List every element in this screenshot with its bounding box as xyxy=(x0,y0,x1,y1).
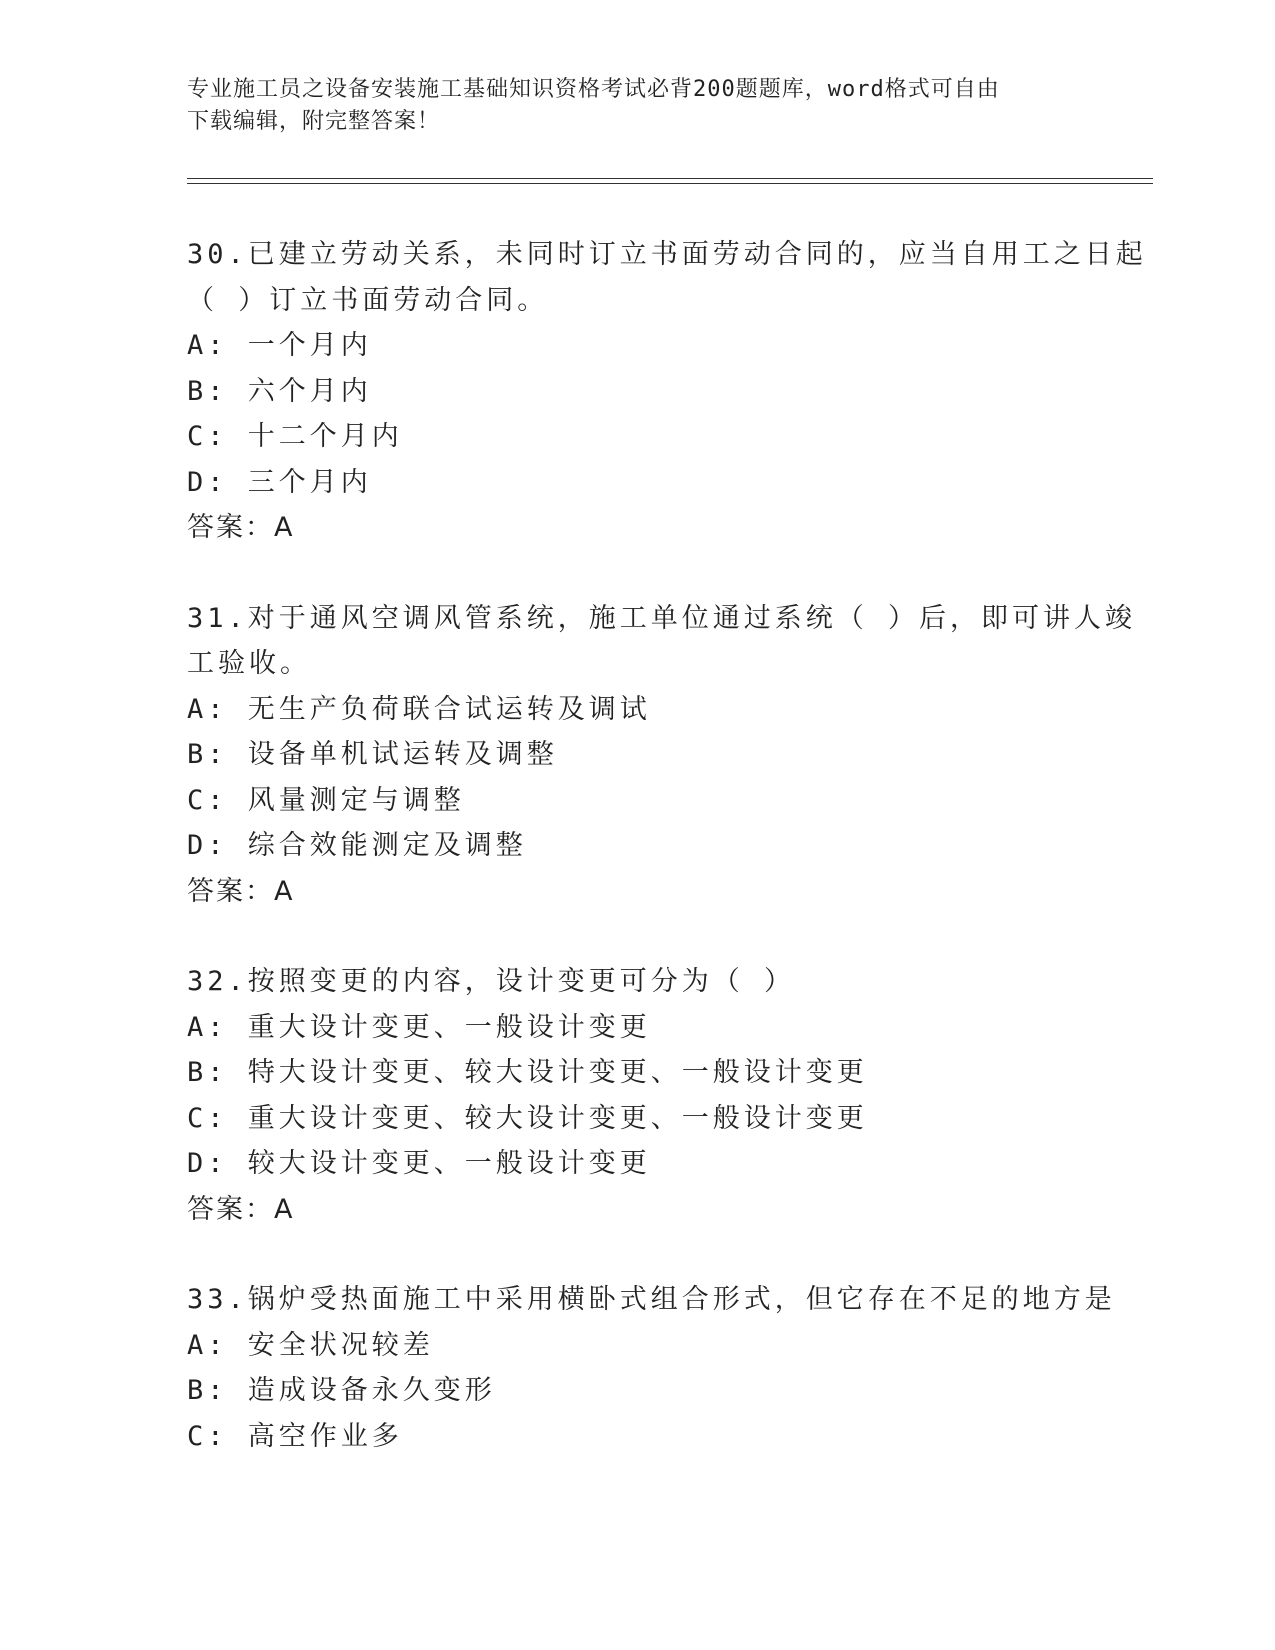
option-c: C: 风量测定与调整 xyxy=(187,784,465,816)
answer: 答案：A xyxy=(187,875,295,907)
header-line-2: 下载编辑，附完整答案！ xyxy=(187,109,441,134)
question-stem: 31.对于通风空调风管系统，施工单位通过系统（ ）后，即可讲人竣 xyxy=(187,602,1137,634)
option-c: C: 高空作业多 xyxy=(187,1420,403,1452)
option-a: A: 安全状况较差 xyxy=(187,1329,434,1361)
header-divider-top xyxy=(187,178,1153,179)
option-b: B: 六个月内 xyxy=(187,375,372,407)
question-stem: 工验收。 xyxy=(187,648,311,679)
question-33 xyxy=(187,1277,1116,1459)
question-stem: 33.锅炉受热面施工中采用横卧式组合形式，但它存在不足的地方是 xyxy=(187,1284,1116,1315)
option-b: B: 造成设备永久变形 xyxy=(187,1375,496,1406)
question-stem: 32.按照变更的内容，设计变更可分为（ ） xyxy=(187,966,796,997)
option-a: A: 一个月内 xyxy=(187,330,372,361)
document-header xyxy=(187,74,1067,138)
question-30 xyxy=(187,232,1147,551)
option-c: C: 重大设计变更、较大设计变更、一般设计变更 xyxy=(187,1102,868,1134)
option-d: D: 较大设计变更、一般设计变更 xyxy=(187,1148,651,1179)
option-a: A: 无生产负荷联合试运转及调试 xyxy=(187,693,651,725)
option-d: D: 综合效能测定及调整 xyxy=(187,830,527,861)
question-stem: （ ）订立书面劳动合同。 xyxy=(187,284,549,316)
question-32 xyxy=(187,959,1087,1232)
question-stem: 30.已建立劳动关系，未同时订立书面劳动合同的，应当自用工之日起 xyxy=(187,239,1147,270)
option-b: B: 设备单机试运转及调整 xyxy=(187,739,558,770)
option-c: C: 十二个月内 xyxy=(187,421,403,452)
question-31 xyxy=(187,596,1137,915)
option-d: D: 三个月内 xyxy=(187,466,372,498)
question-list xyxy=(187,232,1147,1504)
option-a: A: 重大设计变更、一般设计变更 xyxy=(187,1011,651,1043)
answer: 答案：A xyxy=(187,512,295,543)
answer: 答案：A xyxy=(187,1193,295,1225)
header-divider-bottom xyxy=(187,183,1153,184)
header-line-1: 专业施工员之设备安装施工基础知识资格考试必背200题题库，word格式可自由 xyxy=(187,77,1000,102)
option-b: B: 特大设计变更、较大设计变更、一般设计变更 xyxy=(187,1057,868,1088)
